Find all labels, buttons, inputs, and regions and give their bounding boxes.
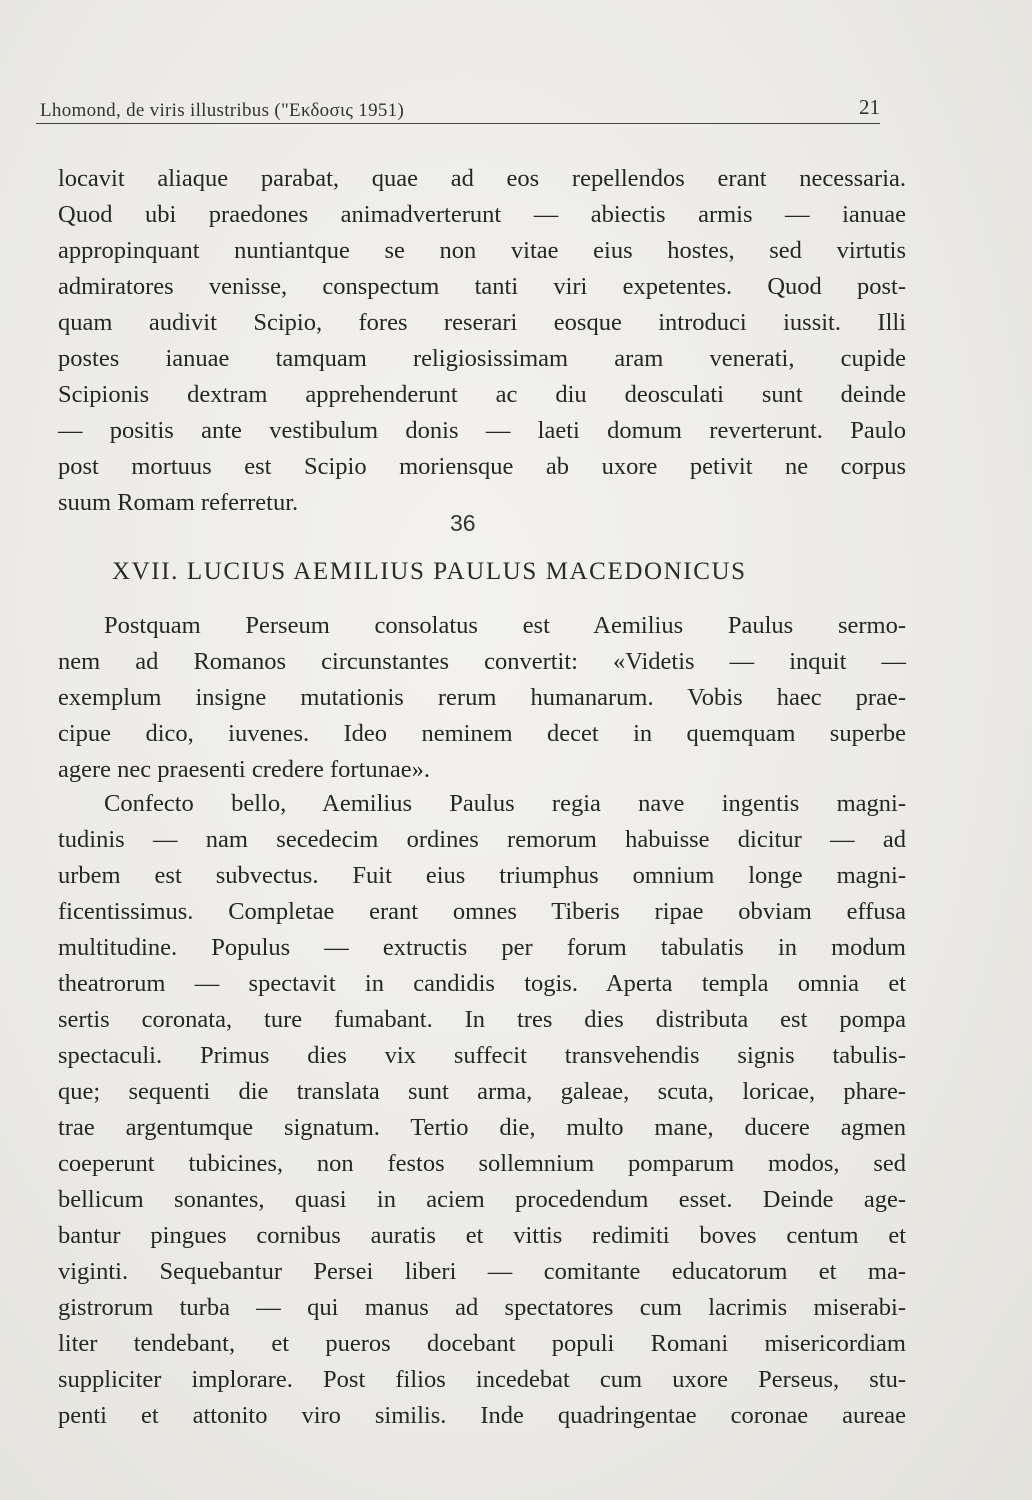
- text-line: exemplum insigne mutationis rerum humanarum. Vobis haec prae-: [58, 684, 906, 711]
- paragraph-2: [58, 612, 906, 792]
- section-number: 36: [450, 510, 476, 536]
- page-number: 21: [859, 95, 880, 119]
- text-line: Postquam Perseum consolatus est Aemilius Paulus sermo-: [104, 612, 906, 639]
- text-line: appropinquant nuntiantque se non vitae eius hostes, sed virtutis: [58, 237, 906, 264]
- text-line: Scipionis dextram apprehenderunt ac diu deosculati sunt deinde: [58, 381, 906, 408]
- text-line: ficentissimus. Completae erant omnes Tiberis ripae obviam effusa: [58, 898, 906, 925]
- text-line: post mortuus est Scipio moriensque ab uxore petivit ne corpus: [58, 453, 906, 480]
- text-line: cipue dico, iuvenes. Ideo neminem decet in quemquam superbe: [58, 720, 906, 747]
- text-line: locavit aliaque parabat, quae ad eos repellendos erant necessaria.: [58, 165, 906, 192]
- text-line: penti et attonito viro similis. Inde quadringentae coronae aureae: [58, 1402, 906, 1429]
- chapter-heading: XVII. LUCIUS AEMILIUS PAULUS MACEDONICUS: [112, 558, 747, 585]
- text-line: suppliciter implorare. Post filios incedebat cum uxore Perseus, stu-: [58, 1366, 906, 1393]
- text-line: gistrorum turba — qui manus ad spectatores cum lacrimis miserabi-: [58, 1294, 906, 1321]
- text-line: quam audivit Scipio, fores reserari eosque introduci iussit. Illi: [58, 309, 906, 336]
- text-line: trae argentumque signatum. Tertio die, multo mane, ducere agmen: [58, 1114, 906, 1141]
- text-line: — positis ante vestibulum donis — laeti domum reverterunt. Paulo: [58, 417, 906, 444]
- text-line: bellicum sonantes, quasi in aciem procedendum esset. Deinde age-: [58, 1186, 906, 1213]
- text-line: bantur pingues cornibus auratis et vittis redimiti boves centum et: [58, 1222, 906, 1249]
- text-line: Quod ubi praedones animadverterunt — abiectis armis — ianuae: [58, 201, 906, 228]
- text-line: urbem est subvectus. Fuit eius triumphus omnium longe magni-: [58, 862, 906, 889]
- text-line: postes ianuae tamquam religiosissimam aram venerati, cupide: [58, 345, 906, 372]
- text-line: Confecto bello, Aemilius Paulus regia nave ingentis magni-: [104, 790, 906, 817]
- running-title: Lhomond, de viris illustribus ("Εκδοσις 1951): [40, 100, 405, 121]
- text-line: nem ad Romanos circunstantes convertit: «Videtis — inquit —: [58, 648, 906, 675]
- paragraph-3: [58, 790, 906, 1440]
- text-line: admiratores venisse, conspectum tanti viri expetentes. Quod post-: [58, 273, 906, 300]
- text-line: theatrorum — spectavit in candidis togis. Aperta templa omnia et: [58, 970, 906, 997]
- text-line: viginti. Sequebantur Persei liberi — comitante educatorum et ma-: [58, 1258, 906, 1285]
- text-line: sertis coronata, ture fumabant. In tres dies distributa est pompa: [58, 1006, 906, 1033]
- text-line: suum Romam referretur.: [58, 489, 299, 516]
- paragraph-1: [58, 165, 906, 525]
- text-line: que; sequenti die translata sunt arma, galeae, scuta, loricae, phare-: [58, 1078, 906, 1105]
- header-rule: [36, 123, 880, 124]
- text-line: liter tendebant, et pueros docebant populi Romani misericordiam: [58, 1330, 906, 1357]
- text-line: tudinis — nam secedecim ordines remorum habuisse dicitur — ad: [58, 826, 906, 853]
- text-line: agere nec praesenti credere fortunae».: [58, 756, 431, 783]
- text-line: coeperunt tubicines, non festos sollemnium pomparum modos, sed: [58, 1150, 906, 1177]
- text-line: spectaculi. Primus dies vix suffecit transvehendis signis tabulis-: [58, 1042, 906, 1069]
- text-line: multitudine. Populus — extructis per forum tabulatis in modum: [58, 934, 906, 961]
